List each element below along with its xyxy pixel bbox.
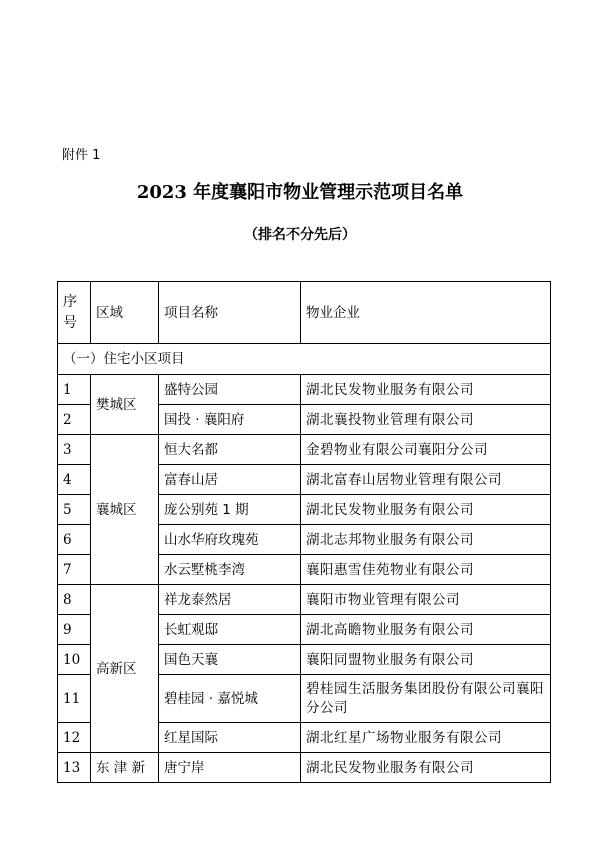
row-number: 1: [58, 375, 91, 405]
document-subtitle: （排名不分先后）: [244, 227, 356, 243]
company-name: 湖北民发物业服务有限公司: [301, 375, 551, 405]
company-name: 襄阳同盟物业服务有限公司: [301, 645, 551, 675]
table-row: [58, 753, 551, 783]
row-number: 5: [58, 495, 91, 525]
document-title: 2023 年度襄阳市物业管理示范项目名单: [136, 182, 464, 203]
company-name: 湖北红星广场物业服务有限公司: [301, 723, 551, 753]
table-row: [58, 375, 551, 405]
header-district: 区域: [91, 282, 159, 344]
row-number: 3: [58, 435, 91, 465]
header-company: 物业企业: [301, 282, 551, 344]
project-table: [57, 281, 551, 783]
district-cell: 东 津 新: [91, 753, 159, 783]
project-name: 国色天襄: [159, 645, 301, 675]
row-number: 13: [58, 753, 91, 783]
table-header-row: [58, 282, 551, 344]
company-name: 碧桂园生活服务集团股份有限公司襄阳分公司: [301, 675, 551, 723]
table-row: [58, 435, 551, 465]
section-row: [58, 344, 551, 375]
attachment-label: 附件 1: [62, 148, 101, 163]
project-name: 山水华府玫瑰苑: [159, 525, 301, 555]
company-name: 湖北富春山居物业管理有限公司: [301, 465, 551, 495]
section-title: （一）住宅小区项目: [58, 344, 551, 375]
row-number: 7: [58, 555, 91, 585]
company-name: 襄阳惠雪佳苑物业有限公司: [301, 555, 551, 585]
company-name: 金碧物业有限公司襄阳分公司: [301, 435, 551, 465]
row-number: 8: [58, 585, 91, 615]
district-cell: 樊城区: [91, 375, 159, 435]
company-name: 湖北高瞻物业服务有限公司: [301, 615, 551, 645]
row-number: 10: [58, 645, 91, 675]
header-seq: [58, 282, 91, 344]
project-name: 庞公别苑 1 期: [159, 495, 301, 525]
header-project: 项目名称: [159, 282, 301, 344]
row-number: 2: [58, 405, 91, 435]
row-number: 6: [58, 525, 91, 555]
row-number: 4: [58, 465, 91, 495]
project-name: 恒大名都: [159, 435, 301, 465]
company-name: 湖北志邦物业服务有限公司: [301, 525, 551, 555]
table-row: [58, 585, 551, 615]
header-seq-label: 序号: [63, 293, 77, 331]
project-name: 水云墅桃李湾: [159, 555, 301, 585]
company-name: 湖北襄投物业管理有限公司: [301, 405, 551, 435]
project-name: 长虹观邸: [159, 615, 301, 645]
project-name: 国投 · 襄阳府: [159, 405, 301, 435]
project-name: 唐宁岸: [159, 753, 301, 783]
project-name: 祥龙泰然居: [159, 585, 301, 615]
district-cell: 襄城区: [91, 435, 159, 585]
project-name: 富春山居: [159, 465, 301, 495]
company-name: 湖北民发物业服务有限公司: [301, 753, 551, 783]
company-name: 湖北民发物业服务有限公司: [301, 495, 551, 525]
row-number: 11: [58, 675, 91, 723]
district-cell: 高新区: [91, 585, 159, 753]
project-name: 红星国际: [159, 723, 301, 753]
row-number: 12: [58, 723, 91, 753]
row-number: 9: [58, 615, 91, 645]
project-name: 盛特公园: [159, 375, 301, 405]
project-name: 碧桂园 · 嘉悦城: [159, 675, 301, 723]
company-name: 襄阳市物业管理有限公司: [301, 585, 551, 615]
